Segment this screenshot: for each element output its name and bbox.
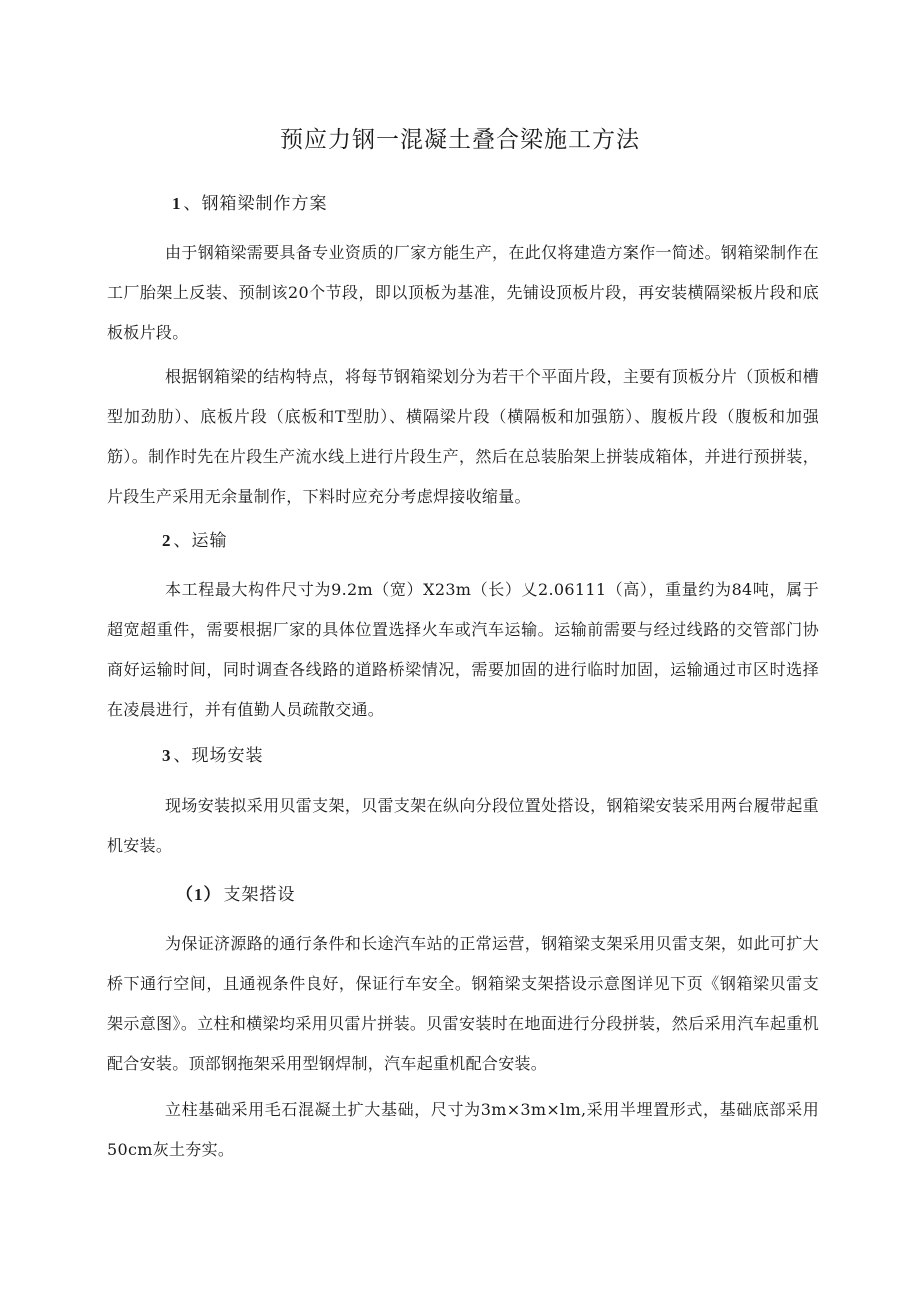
section-2-title: 、运输 [173, 531, 228, 551]
subsection-1-title: 支架搭设 [223, 885, 296, 905]
section-3-number: 3 [162, 746, 172, 765]
section-1-paragraph-2: 根据钢箱梁的结构特点，将每节钢箱梁划分为若干个平面片段，主要有顶板分片（顶板和槽型加劲肋）、底板片段（底板和T型肋）、横隔梁片段（横隔板和加强筋）、腹板片段（腹板和加强筋）。制作时先在片段生产流水线上进行片段生产，然后在总装胎架上拼装成箱体，并进行预拼装，片段生产采用无余量制作，下料时应充分考虑焊接收缩量。 [107, 367, 819, 506]
section-3-heading [162, 742, 264, 770]
section-1-number: 1 [172, 194, 182, 213]
section-1-title: 、钢箱梁制作方案 [183, 194, 328, 214]
section-1-paragraph-1: 由于钢箱梁需要具备专业资质的厂家方能生产，在此仅将建造方案作一简述。钢箱梁制作在工厂胎架上反装、预制该20个节段，即以顶板为基准，先铺设顶板片段，再安装横隔梁板片段和底板板片段。 [107, 243, 819, 342]
document-title: 预应力钢一混凝土叠合梁施工方法 [280, 127, 640, 153]
section-2-number: 2 [162, 531, 172, 550]
section-2-paragraph-1: 本工程最大构件尺寸为9.2m（宽）X23m（长）乂2.06111（高），重量约为84吨，属于超宽超重件，需要根据厂家的具体位置选择火车或汽车运输。运输前需要与经过线路的交管部门协商好运输时间，同时调查各线路的道路桥梁情况，需要加固的进行临时加固，运输通过市区时选择在凌晨进行，并有值勤人员疏散交通。 [107, 580, 819, 719]
subsection-1-heading [176, 881, 296, 909]
section-1-heading [172, 190, 328, 218]
subsection-1-paragraph-2: 立柱基础采用毛石混凝土扩大基础，尺寸为3m×3m×lm,采用半埋置形式，基础底部采用50cm灰土夯实。 [107, 1100, 819, 1159]
section-2-heading [162, 527, 228, 555]
section-3-paragraph-1: 现场安装拟采用贝雷支架，贝雷支架在纵向分段位置处搭设，钢箱梁安装采用两台履带起重机安装。 [107, 796, 819, 855]
section-3-title: 、现场安装 [173, 746, 264, 766]
subsection-1-paragraph-1: 为保证济源路的通行条件和长途汽车站的正常运营，钢箱梁支架采用贝雷支架，如此可扩大桥下通行空间，且通视条件良好，保证行车安全。钢箱梁支架搭设示意图详见下页《钢箱梁贝雷支架示意图》。立柱和横梁均采用贝雷片拼装。贝雷安装时在地面进行分段拼装，然后采用汽车起重机配合安装。顶部钢拖架采用型钢焊制，汽车起重机配合安装。 [107, 934, 819, 1073]
subsection-1-number: （1） [176, 885, 222, 904]
